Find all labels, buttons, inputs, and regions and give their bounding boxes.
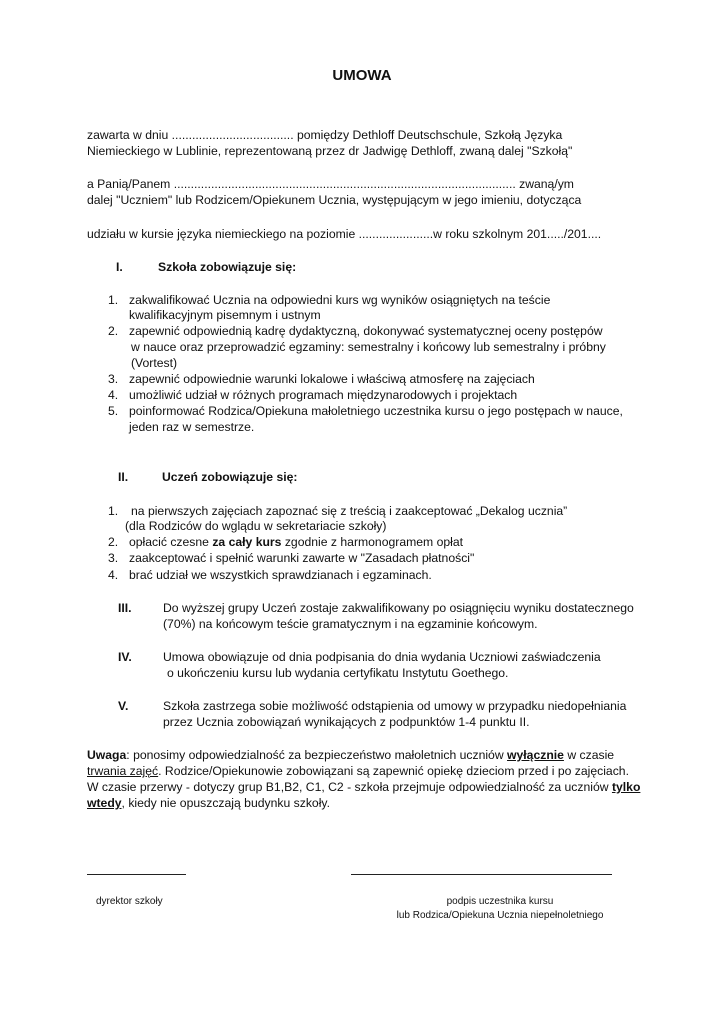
emphasis-text: za cały kurs [212,535,282,549]
list-item: zaakceptować i spełnić warunki zawarte w "Zasadach płatności" [129,551,475,565]
note-text: : ponosimy odpowiedzialność za bezpieczeństwo małoletnich uczniów [126,748,508,762]
list-number: 2. [108,324,119,338]
signature-caption-right: lub Rodzica/Opiekuna Ucznia niepełnoletniego [396,910,604,921]
section-heading: Uczeń zobowiązuje się: [162,470,298,484]
list-item-text: zgodnie z harmonogramem opłat [281,535,463,549]
paragraph-line: Umowa obowiązuje od dnia podpisania do dnia wydania Uczniowi zaświadczenia [163,650,601,664]
note-text: , kiedy nie opuszczają budynku szkoły. [121,796,330,810]
note-label: Uwaga [87,748,127,762]
signature-line-right [351,874,612,875]
list-number: 4. [108,388,119,402]
list-item: zapewnić odpowiednie warunki lokalowe i właściwą atmosferę na zajęciach [129,372,535,386]
list-item: poinformować Rodzica/Opiekuna małoletniego uczestnika kursu o jego postępach w nauce, [129,404,623,418]
section-number: V. [118,699,129,713]
intro-line: a Panią/Panem ..................................................................................................... zwaną/ym [87,177,574,191]
list-item: zapewnić odpowiednią kadrę dydaktyczną, dokonywać systematycznej oceny postępów [129,324,603,338]
list-item: umożliwić udział w różnych programach międzynarodowych i projektach [129,388,518,402]
paragraph-line: (70%) na końcowym teście gramatycznym i na egzaminie końcowym. [163,617,538,631]
note-line [87,763,629,779]
paragraph-line: Szkoła zastrzega sobie możliwość odstąpienia od umowy w przypadku niedopełniania [163,699,627,713]
emphasis-text: wtedy [87,796,122,810]
section-number: III. [118,601,132,615]
signature-caption-left: dyrektor szkoły [96,896,163,907]
list-item: (Vortest) [131,356,178,370]
list-item-text: opłacić czesne [129,535,213,549]
list-number: 1. [108,293,119,307]
section-number: IV. [118,650,132,664]
list-number: 3. [108,551,119,565]
document-title: UMOWA [332,67,392,84]
paragraph-line: przez Ucznia zobowiązań wynikających z podpunktów 1-4 punktu II. [163,715,530,729]
list-item: brać udział we wszystkich sprawdzianach i egzaminach. [129,568,432,582]
signature-caption-right: podpis uczestnika kursu [446,896,554,907]
list-item: zakwalifikować Ucznia na odpowiedni kurs wg wyników osiągniętych na teście [129,293,551,307]
emphasis-text: wyłącznie [507,748,564,762]
note-text: . Rodzice/Opiekunowie zobowiązani są zapewnić opiekę dzieciom przed i po zajęciach. [158,764,629,778]
paragraph-line: o ukończeniu kursu lub wydania certyfikatu Instytutu Goethego. [167,666,509,680]
intro-line: Niemieckiego w Lublinie, reprezentowaną przez dr Jadwigę Dethloff, zwaną dalej "Szkołą" [87,144,573,158]
underlined-text: trwania zajęć [87,764,159,778]
list-item: (dla Rodziców do wglądu w sekretariacie szkoły) [125,519,387,533]
list-number: 4. [108,568,119,582]
paragraph-line: Do wyższej grupy Uczeń zostaje zakwalifikowany po osiągnięciu wyniku dostatecznego [163,601,634,615]
list-number: 3. [108,372,119,386]
note-line [87,779,640,795]
signature-line-left [87,874,186,875]
list-number: 1. [108,504,119,518]
intro-line: dalej "Uczniem" lub Rodzicem/Opiekunem Ucznia, występującym w jego imieniu, dotycząca [87,193,582,207]
note-text: W czasie przerwy - dotyczy grup B1,B2, C1, C2 - szkoła przejmuje odpowiedzialność za uczniów [87,780,612,794]
section-number: II. [118,470,129,484]
intro-line: zawarta w dniu .................................... pomiędzy Dethloff Deutschschule, Szkołą Języka [87,128,563,142]
section-number: I. [116,260,123,274]
list-number: 2. [108,535,119,549]
list-item: na pierwszych zajęciach zapoznać się z treścią i zaakceptować „Dekalog ucznia” [131,504,568,518]
emphasis-text: tylko [611,780,641,794]
note-line [87,747,614,763]
list-number: 5. [108,404,119,418]
list-item: w nauce oraz przeprowadzić egzaminy: semestralny i końcowy lub semestralny i próbny [131,340,606,354]
note-line [87,795,330,811]
list-item: jeden raz w semestrze. [129,420,255,434]
intro-line: udziału w kursie języka niemieckiego na poziomie ......................w roku szkolnym 201...../201.... [87,227,602,241]
list-item [129,534,463,550]
section-heading: Szkoła zobowiązuje się: [158,260,297,274]
note-text: w czasie [563,748,615,762]
list-item: kwalifikacyjnym pisemnym i ustnym [129,308,321,322]
